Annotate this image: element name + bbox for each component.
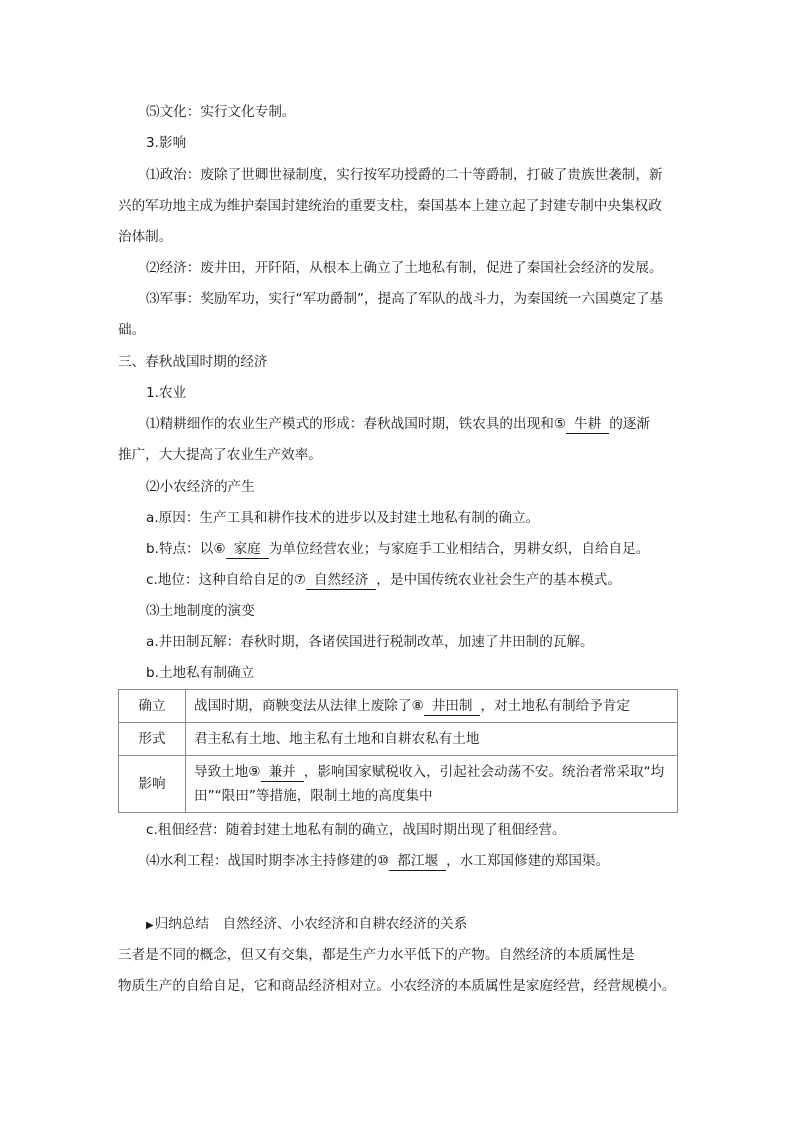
row-header-impact: 影响 [119,756,186,813]
triangle-marker-icon: ▶ [146,920,154,931]
summary-line-1: 三者是不同的概念，但又有交集，都是生产力水平低下的产物。自然经济的本质属性是 [118,947,635,963]
small-farm-heading: ⑵小农经济的产生 [146,479,255,495]
feature-text-end: 为单位经营农业；与家庭手工业相结合，男耕女织，自给自足。 [268,541,650,557]
politics-line-2: 兴的军功地主成为维护秦国封建统治的重要支柱，秦国基本上建立起了封建专制中央集权政 [118,198,662,214]
row-cell-establish [186,690,678,723]
jingtian-item: a.井田制瓦解：春秋时期，各诸侯国进行税制改革，加速了井田制的瓦解。 [146,634,594,650]
blank-6: 家庭 [226,540,269,559]
farming-text-end: 的逐渐 [609,416,650,432]
private-land-heading: b.土地私有制确立 [146,665,255,681]
military-line-1: ⑶军事：奖励军功，实行“军功爵制”，提高了军队的战斗力，为秦国统一六国奠定了基 [146,291,664,307]
blank-10: 都江堰 [389,852,446,871]
land-ownership-table [118,689,678,813]
summary-line-2: 物质生产的自给自足，它和商品经济相对立。小农经济的本质属性是家庭经营，经营规模小。 [118,978,676,994]
cell-text-mid: ，影响国家赋税收入，引起社会动荡不安。统治者常采取“均 [303,764,665,780]
section-heading-3: 三、春秋战国时期的经济 [118,354,268,370]
status-item [146,570,621,590]
water-text-end: ，水工郑国修建的郑国渠。 [446,853,610,869]
military-line-2: 础。 [118,322,146,338]
status-text-end: ，是中国传统农业社会生产的基本模式。 [376,572,621,588]
economy-item: ⑵经济：废井田，开阡陌，从根本上确立了土地私有制，促进了秦国社会经济的发展。 [146,260,663,276]
reason-item: a.原因：生产工具和耕作技术的进步以及封建土地私有制的确立。 [146,510,540,526]
agriculture-heading: 1.农业 [146,385,187,401]
blank-8: 井田制 [424,697,481,716]
cell-text-end: ，对土地私有制给予肯定 [480,698,630,714]
farming-line-2: 推广，大大提高了农业生产效率。 [118,447,322,463]
row-cell-form: 君主私有土地、地主私有土地和自耕农私有土地 [186,723,678,756]
table-row [119,756,678,813]
farming-line-1 [146,414,650,434]
farming-text: ⑴精耕细作的农业生产模式的形成：春秋战国时期，铁农具的出现和⑤ [146,416,566,432]
impact-heading: 3.影响 [146,135,187,151]
culture-item: ⑸文化：实行文化专制。 [146,104,296,120]
cell-text: 战国时期，商鞅变法从法律上废除了⑧ [194,698,424,714]
blank-7: 自然经济 [306,571,376,590]
status-text: c.地位：这种自给自足的⑦ [146,572,306,588]
feature-text: b.特点：以⑥ [146,541,226,557]
blank-9: 兼并 [261,763,304,782]
cell-text-line-2: 田”“限田”等措施，限制土地的高度集中 [194,788,433,804]
cell-text: 导致土地⑨ [194,764,261,780]
tenancy-item: c.租佃经营：随着封建土地私有制的确立，战国时期出现了租佃经营。 [146,822,566,838]
row-header-form: 形式 [119,723,186,756]
water-item [146,851,609,871]
land-system-heading: ⑶土地制度的演变 [146,603,255,619]
feature-item [146,539,649,559]
politics-line-1: ⑴政治：废除了世卿世禄制度，实行按军功授爵的二十等爵制，打破了贵族世袭制，新 [146,167,663,183]
table-row [119,723,678,756]
politics-line-3: 治体制。 [118,229,173,245]
table-row [119,690,678,723]
blank-5: 牛耕 [566,415,609,434]
row-header-establish: 确立 [119,690,186,723]
summary-label: 归纳总结 自然经济、小农经济和自耕农经济的关系 [154,916,468,932]
row-cell-impact [186,756,678,813]
water-text: ⑷水利工程：战国时期李冰主持修建的⑩ [146,853,390,869]
summary-heading [146,914,467,936]
